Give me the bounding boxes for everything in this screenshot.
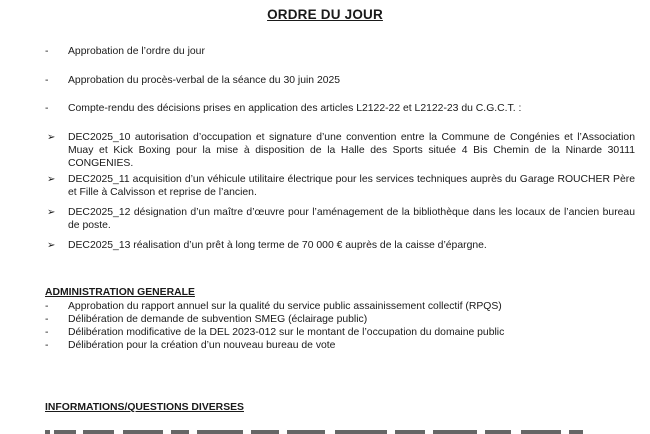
dash-bullet: - [45, 301, 49, 312]
arrow-bullet-icon: ➢ [47, 174, 56, 185]
list-item [45, 326, 635, 339]
decision-text: DEC2025_11 acquisition d’un véhicule utilitaire électrique pour les services techniques auprès du Garage ROUCHER Père et Fille à Calvisson et reprise de l’ancien. [68, 174, 635, 199]
list-item-text: Délibération modificative de la DEL 2023-012 sur le montant de l’occupation du domaine public [68, 327, 505, 338]
dash-bullet: - [45, 340, 49, 351]
arrow-bullet-icon: ➢ [47, 207, 56, 218]
dash-bullet: - [45, 46, 49, 57]
agenda-item-text: Compte-rendu des décisions prises en application des articles L2122-22 et L2122-23 du C.G.C.T. : [68, 103, 522, 114]
cut-off-text-line [45, 428, 585, 434]
list-item [45, 339, 635, 352]
decision-text: DEC2025_13 réalisation d’un prêt à long terme de 70 000 € auprès de la caisse d’épargne. [68, 240, 487, 251]
list-item [45, 313, 635, 326]
truncated-line-graphic [45, 429, 585, 434]
dash-bullet: - [45, 75, 49, 86]
agenda-item-text: Approbation de l’ordre du jour [68, 46, 205, 57]
decision-text: DEC2025_10 autorisation d’occupation et signature d’une convention entre la Commune de Congénies et l’Association Muay et Kick Boxing pour la mise à disposition de la Halle des Sports située 4 Bis Chemin de la Ninarde 30111 CONGENIES. [68, 132, 635, 170]
dash-bullet: - [45, 314, 49, 325]
list-item-text: Délibération pour la création d’un nouveau bureau de vote [68, 340, 336, 351]
list-item-text: Délibération de demande de subvention SMEG (éclairage public) [68, 314, 368, 325]
section-heading-informations: INFORMATIONS/QUESTIONS DIVERSES [45, 402, 244, 413]
arrow-bullet-icon: ➢ [47, 240, 56, 251]
list-item-text: Approbation du rapport annuel sur la qualité du service public assainissement collectif (RPQS) [68, 301, 502, 312]
page-title: ORDRE DU JOUR [267, 7, 383, 22]
list-item [45, 300, 635, 313]
decision-text: DEC2025_12 désignation d’un maître d’œuvre pour l’aménagement de la bibliothèque dans les locaux de l’ancien bureau de poste. [68, 207, 635, 232]
dash-bullet: - [45, 327, 49, 338]
dash-bullet: - [45, 103, 49, 114]
agenda-item-text: Approbation du procès-verbal de la séance du 30 juin 2025 [68, 75, 341, 86]
section-heading-administration: ADMINISTRATION GENERALE [45, 287, 195, 298]
arrow-bullet-icon: ➢ [47, 132, 56, 143]
administration-list [45, 300, 635, 352]
